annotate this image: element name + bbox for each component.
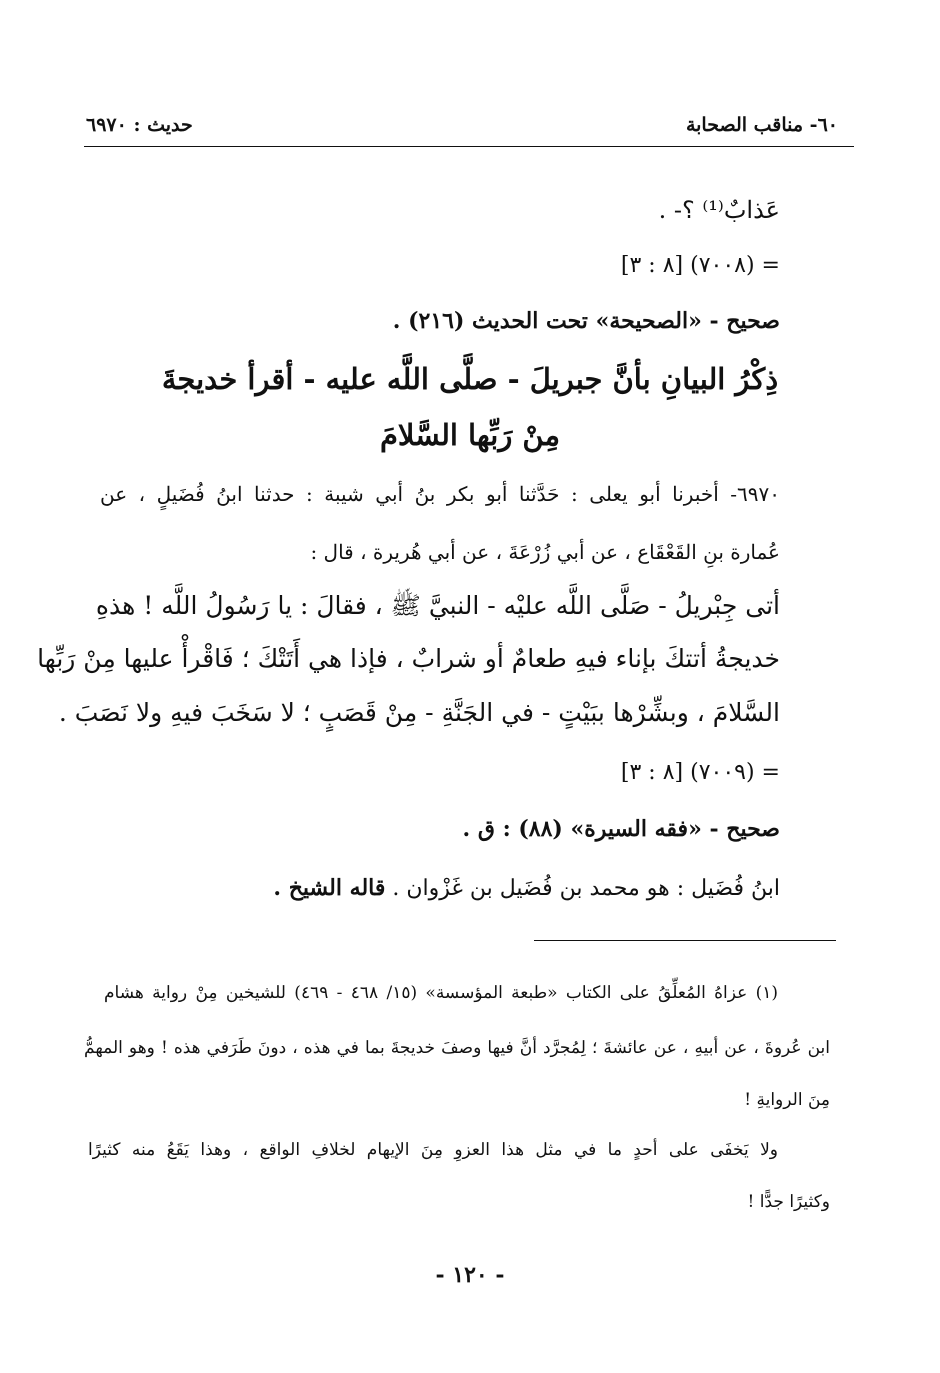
hadith-isnad-line-2: عُمارة بنِ القَعْقَاع ، عن أبي زُرْعَةَ ، عن أبي هُريرة ، قال : (310, 540, 780, 564)
reference-line-1: = (٧٠٠٨) [٨ : ٣] (620, 253, 780, 278)
narrator-note-text: ابنُ فُضَيل : هو محمد بن فُضَيل بن غَزْوان . (392, 876, 780, 901)
footnote-1-line-3: مِنَ الروايةِ ! (744, 1090, 830, 1110)
grading-line-1: صحيح - «الصحيحة» تحت الحديث (٢١٦) . (392, 308, 780, 334)
narrator-note (273, 875, 780, 901)
chapter-title-line-1: ذِكْرُ البيانِ بأنَّ جبريلَ - صلَّى اللَّه عليه - أقرأ خديجةَ (161, 362, 779, 396)
hadith-isnad-line-1: ٦٩٧٠- أخبرنا أبو يعلى : حَدَّثنا أبو بكر بنُ أبي شيبة : حدثنا ابنُ فُضَيلٍ ، عن (100, 482, 780, 506)
footnote-1-line-2: ابن عُروةَ ، عن أبيهِ ، عن عائشةَ ؛ لِمُجرَّد أنَّ فيها وصفَ خديجةَ بما في هذه ، دونَ طَرَفي هذه ! وهو المهمُّ (84, 1038, 830, 1058)
hadith-text-line-2: خديجةُ أتتكَ بإناء فيهِ طعامٌ أو شرابٌ ، فإذا هي أَتَتْكَ ؛ فَاقْرأْ عليها مِنْ رَبِّها (37, 644, 780, 673)
hadith-text-line-1: أتى جِبْريلُ - صَلَّى اللَّه عليْه - النبيَّ ﷺ ، فقالَ : يا رَسُولُ اللَّه ! هذهِ (95, 591, 780, 620)
footnote-2-line-1: ولا يَخفَى على أحدٍ ما في مثل هذا العزوِ مِنَ الإيهام لخلافِ الواقع ، وهذا يَقَعُ منه كثيرًا (88, 1140, 778, 1160)
running-header-chapter: ٦٠- مناقب الصحابة (685, 114, 838, 136)
chapter-title-line-2: مِنْ رَبِّها السَّلامَ (379, 418, 561, 452)
running-header-hadith-number: حديث : ٦٩٧٠ (86, 114, 193, 136)
footnote-1-line-1: (١) عزاهُ المُعلِّقُ على الكتاب «طبعة المؤسسة» (١٥/ ٤٦٨ - ٤٦٩) للشيخين مِنْ رواية هشام (104, 983, 779, 1003)
hadith-text-line-3: السَّلامَ ، وبشِّرْها ببَيْتٍ - في الجَنَّةِ - مِنْ قَصَبٍ ؛ لا سَخَبَ فيهِ ولا نَصَبَ . (58, 698, 780, 727)
page-number: - ١٢٠ - (435, 1262, 505, 1288)
header-rule (84, 146, 854, 147)
grading-line-2: صحيح - «فقه السيرة» (٨٨) : ق . (462, 816, 780, 842)
continued-fragment: عَذابٌ⁽¹⁾ ؟- . (658, 196, 780, 224)
footnote-rule (534, 940, 836, 941)
footnote-2-line-2: وكثيرًا جدًّا ! (747, 1192, 830, 1212)
reference-line-2: = (٧٠٠٩) [٨ : ٣] (620, 760, 780, 785)
note-attribution: قاله الشيخ . (273, 875, 386, 901)
